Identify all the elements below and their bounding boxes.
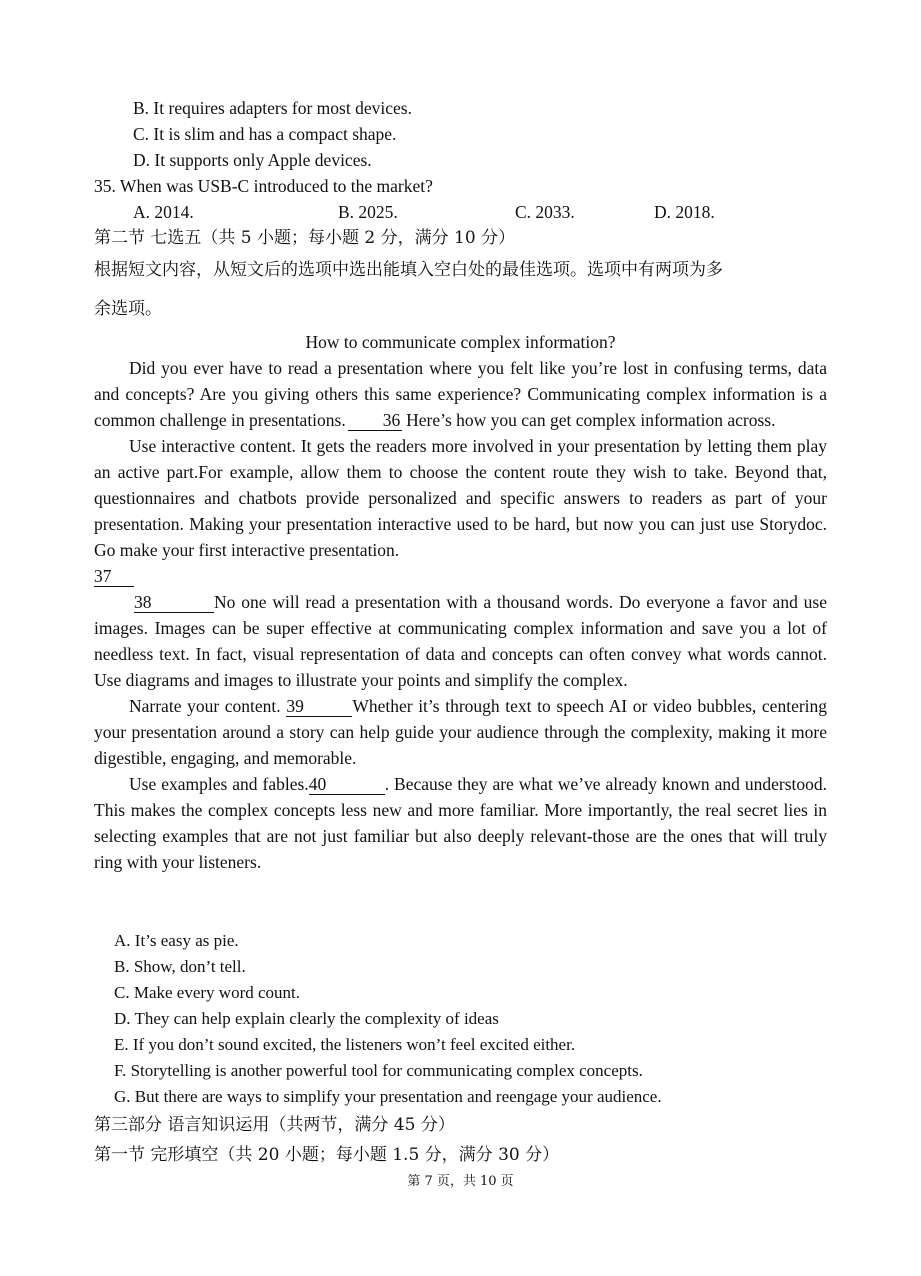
passage-title: How to communicate complex information? [305, 332, 616, 352]
paragraph-4 [94, 693, 827, 771]
part3-heading: 第三部分 语言知识运用（共两节，满分 45 分） [94, 1115, 455, 1135]
paragraph-1 [94, 355, 827, 433]
choice-d: D. They can help explain clearly the complexity of ideas [114, 1009, 499, 1028]
passage-body [94, 355, 827, 875]
q35-option-a: A. 2014. [133, 202, 194, 222]
blank-37: 37 [94, 566, 134, 587]
choice-e: E. If you don’t sound excited, the listeners won’t feel excited either. [114, 1035, 576, 1054]
paragraph-5-text: . Because they are what we’ve already known and understood. This makes the complex concepts less new and more familiar. More importantly, the real secret lies in selecting examples that are not just familiar but also deeply relevant-those are the ones that will truly ring with your listeners. [94, 774, 827, 872]
paragraph-5-head: Use examples and fables. [129, 774, 309, 794]
blank-39: 39 [286, 696, 352, 717]
paragraph-3 [94, 589, 827, 693]
paragraph-2-text: Use interactive content. It gets the readers more involved in your presentation by letting them play an active part.For example, allow them to choose the content route they wish to take. Beyond that, questionnaires and chatbots provide personalized and specific answers to readers as part of your presentation. Making your presentation interactive used to be hard, but now you can just use Storydoc. Go make your first interactive presentation. [94, 436, 827, 560]
choice-f: F. Storytelling is another powerful tool for communicating complex concepts. [114, 1061, 643, 1080]
paragraph-2-blank-line [94, 563, 827, 589]
instructions-line-1: 根据短文内容，从短文后的选项中选出能填入空白处的最佳选项。选项中有两项为多 [94, 260, 723, 280]
q34-option-c: C. It is slim and has a compact shape. [133, 124, 397, 144]
page-footer: 第 7 页，共 10 页 [407, 1174, 514, 1189]
section2-heading: 第二节 七选五（共 5 小题；每小题 2 分，满分 10 分） [94, 228, 516, 248]
paragraph-1-text: Did you ever have to read a presentation where you felt like you’re lost in confusing terms, data and concepts? Are you giving others this same experience? Communicating complex information is a common challenge in presentations. [94, 358, 827, 430]
choice-a: A. It’s easy as pie. [114, 931, 239, 950]
paragraph-4-head: Narrate your content. [129, 696, 281, 716]
blank-36: 36 [348, 410, 402, 431]
q35-option-d: D. 2018. [654, 202, 715, 222]
q35-option-b: B. 2025. [338, 202, 398, 222]
choice-c: C. Make every word count. [114, 983, 301, 1002]
paragraph-2 [94, 433, 827, 563]
paragraph-3-text: No one will read a presentation with a thousand words. Do everyone a favor and use images. Images can be super effective at communicating complex information and save you a lot of needless text. In fact, visual representation of data and concepts can often convey what words cannot. Use diagrams and images to illustrate your points and simplify the complex. [94, 592, 827, 690]
q35-stem: 35. When was USB-C introduced to the market? [94, 176, 433, 196]
blank-40: 40 [309, 774, 385, 795]
q34-option-d: D. It supports only Apple devices. [133, 150, 372, 170]
paragraph-1-tail: Here’s how you can get complex information across. [406, 410, 776, 430]
paragraph-5 [94, 771, 827, 875]
choice-g: G. But there are ways to simplify your presentation and reengage your audience. [114, 1087, 662, 1106]
section1-heading: 第一节 完形填空（共 20 小题；每小题 1.5 分，满分 30 分） [94, 1145, 560, 1165]
blank-38: 38 [134, 592, 214, 613]
q34-option-b: B. It requires adapters for most devices. [133, 98, 412, 118]
choice-b: B. Show, don’t tell. [114, 957, 246, 976]
paragraph-4-text: Whether it’s through text to speech AI or video bubbles, centering your presentation around a story can help guide your audience through the complexity, making it more digestible, engaging, and memorable. [94, 696, 828, 768]
instructions-line-2: 余选项。 [94, 299, 162, 319]
q35-option-c: C. 2033. [515, 202, 575, 222]
